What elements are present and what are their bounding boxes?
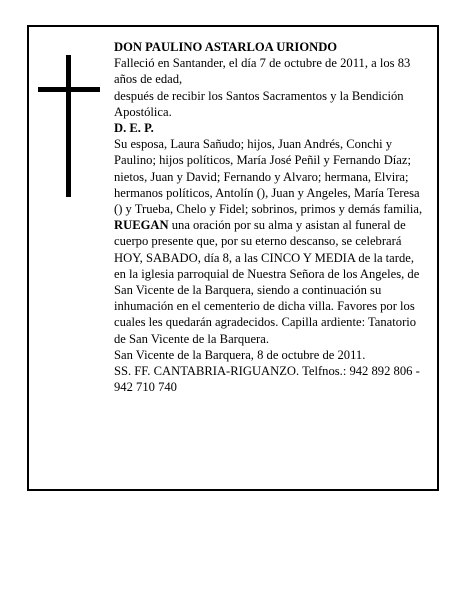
cross-vertical-bar <box>66 55 71 197</box>
obituary-notice <box>27 25 439 491</box>
family-list: Su esposa, Laura Sañudo; hijos, Juan Andrés, Conchi y Paulino; hijos políticos, María José Peñil y Fernando Díaz; nietos, Juan y David; Fernando y Alvaro; hermana, Elvira; hermanos políticos, Antolín (), Juan y Angeles, María Teresa () y Trueba, Chelo y Fidel; sobrinos, primos y demás familia, <box>114 137 423 217</box>
cross-horizontal-bar <box>38 87 100 92</box>
death-announcement: Falleció en Santander, el día 7 de octubre de 2011, a los 83 años de edad, <box>114 56 411 87</box>
request-text: una oración por su alma y asistan al funeral de cuerpo presente que, por su eterno descanso, se celebrará HOY, SABADO, día 8, a las CINCO Y MEDIA de la tarde, en la iglesia parroquial de Nuestra Señora de los Angeles, de San Vicente de la Barquera, siendo a continuación su inhumación en el cementerio de dicha villa. Favores por los cuales les quedarán agradecidos. Capilla ardiente: Tanatorio de San Vicente de la Barquera. <box>114 218 420 346</box>
place-date: San Vicente de la Barquera, 8 de octubre de 2011. <box>114 347 366 362</box>
deceased-name: DON PAULINO ASTARLOA URIONDO <box>114 40 338 54</box>
request-keyword: RUEGAN <box>114 218 169 233</box>
sacraments-line: después de recibir los Santos Sacramentos y la Bendición Apostólica. <box>114 88 404 119</box>
cross-icon <box>38 55 100 197</box>
funeral-request <box>114 217 424 347</box>
funeral-home: SS. FF. CANTABRIA-RIGUANZO. Telfnos.: 942 892 806 - 942 710 740 <box>114 364 420 395</box>
notice-body <box>114 39 424 395</box>
dep-line: D. E. P. <box>114 121 154 136</box>
